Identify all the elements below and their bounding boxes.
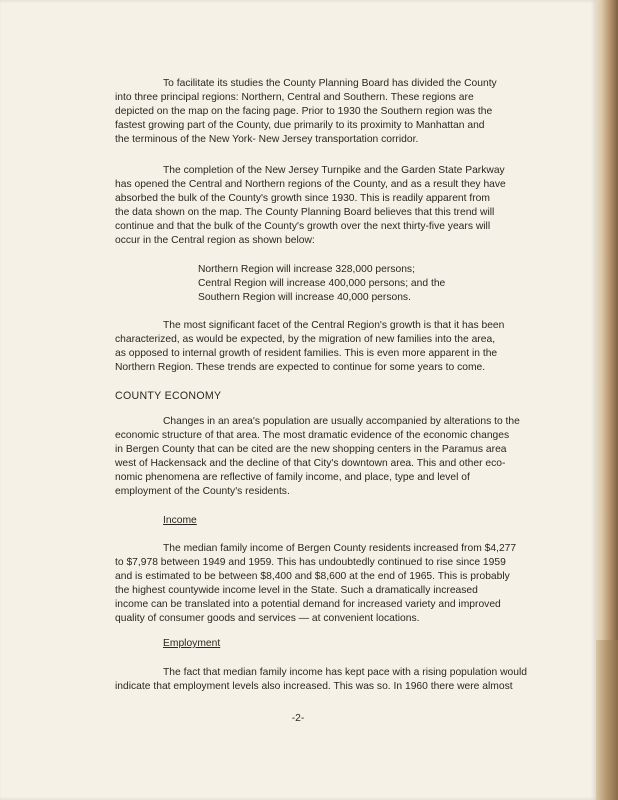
page-edge-lower bbox=[596, 640, 618, 800]
regional-growth-list bbox=[198, 263, 558, 305]
heading-county-economy: COUNTY ECONOMY bbox=[115, 390, 222, 402]
subheading-employment: Employment bbox=[163, 638, 221, 649]
page-number: -2- bbox=[291, 713, 305, 724]
list-item-central: Central Region will increase 400,000 persons; and the bbox=[198, 278, 446, 289]
list-item-southern: Southern Region will increase 40,000 persons. bbox=[198, 292, 411, 303]
paragraph-central-growth: The most significant facet of the Central Region's growth is that it has been characterized, as would be expected, by the migration of new families into the area, as opposed to internal growth of resident families. This is even more apparent in the Northern Region. These trends are expected to continue for some years to come. bbox=[115, 320, 505, 373]
paragraph-economy: Changes in an area's population are usually accompanied by alterations to the economic structure of that area. The most dramatic evidence of the economic changes in Bergen County that can be cited are the new shopping centers in the Paramus area west of Hackensack and the decline of that City's downtown area. This and other eco- nomic phenomena are reflective of family income, and place, type and level of employment of the County's residents. bbox=[115, 416, 520, 497]
paragraph-employment: The fact that median family income has kept pace with a rising population would indicate that employment levels also increased. This was so. In 1960 there were almost bbox=[115, 667, 528, 692]
subheading-income: Income bbox=[163, 515, 197, 526]
paragraph-income: The median family income of Bergen County residents increased from $4,277 to $7,978 between 1949 and 1959. This has undoubtedly continued to rise since 1959 and is estimated to be between $8,400 and $8,600 at the end of 1965. This is probably the highest countywide income level in the State. Such a dramatically increased income can be translated into a potential demand for increased variety and improved quality of consumer goods and services — at convenient locations. bbox=[115, 543, 517, 624]
paragraph-regions: To facilitate its studies the County Planning Board has divided the County into three principal regions: Northern, Central and Southern. These regions are depicted on the map on the facing page. Prior to 1930 the Southern region was the fastest growing part of the County, due primarily to its proximity to Manhattan and the terminous of the New York- New Jersey transportation corridor. bbox=[115, 78, 497, 145]
list-item-northern: Northern Region will increase 328,000 persons; bbox=[198, 264, 415, 275]
paragraph-turnpike: The completion of the New Jersey Turnpike and the Garden State Parkway has opened the Central and Northern regions of the County, and as a result they have absorbed the bulk of the County's growth since 1930. This is readily apparent from the data shown on the map. The County Planning Board believes that this trend will continue and that the bulk of the County's growth over the next thirty-five years will occur in the Central region as shown below: bbox=[115, 165, 506, 246]
